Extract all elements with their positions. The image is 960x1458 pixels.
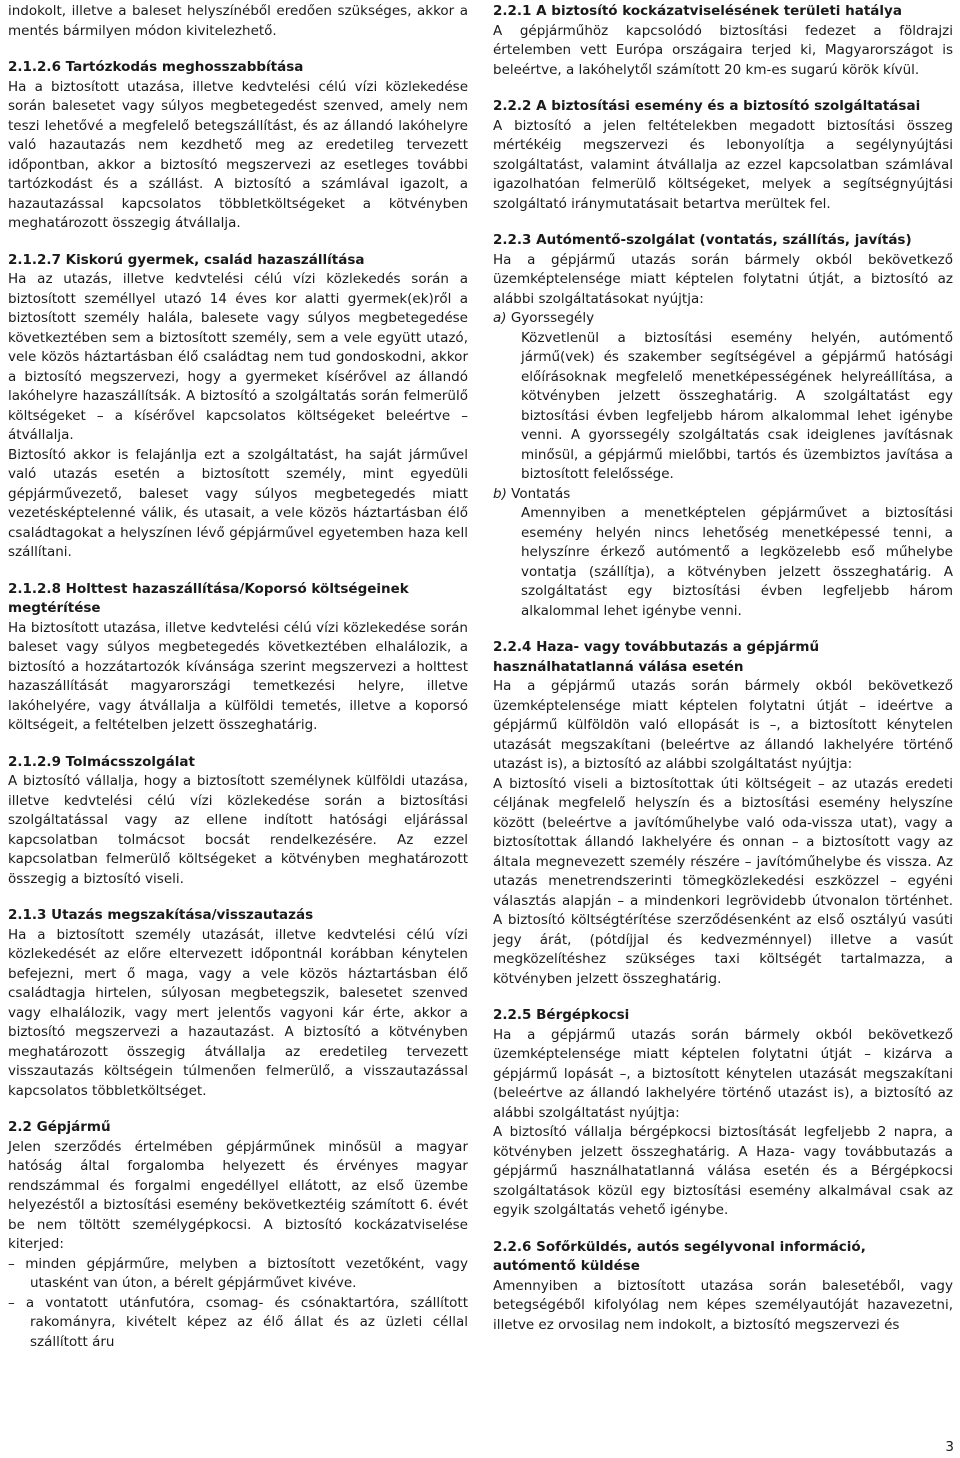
section-heading: 2.1.2.7 Kiskorú gyermek, család hazaszállítása bbox=[8, 251, 365, 268]
section-2-2-1 bbox=[493, 2, 953, 80]
section-heading: 2.2.1 A biztosító kockázatviselésének területi hatálya bbox=[493, 3, 902, 19]
paragraph: Amennyiben a menetképtelen gépjárművet a biztosítási esemény helyén nincs lehetőség menetképessé tenni, a helyszínre érkező autómentő a legközelebb eső műhelybe vontatja (szállítja), a kötvényben jelzett összeghatárig. A szolgáltatást egy biztosítási évben legfeljebb három alkalommal lehet igénybe venni. bbox=[521, 505, 953, 619]
section-heading: 2.2.5 Bérgépkocsi bbox=[493, 1007, 630, 1023]
left-column bbox=[8, 2, 468, 1352]
paragraph: A biztosító a jelen feltételekben megadott biztosítási összeg mértékéig megszervezi és lebonyolítja a segélynyújtási szolgáltatást, valamint átvállalja az ezzel kapcsolatban számlával igazolhatóan felmerülő költségeket, melyek a segítségnyújtási szolgáltató iránymutatásait betartva merültek fel. bbox=[493, 117, 953, 212]
section-heading: 2.1.2.9 Tolmácsszolgálat bbox=[8, 753, 195, 770]
section-2-2-3 bbox=[493, 231, 953, 621]
paragraph: Ha a biztosított utazása, illetve kedvtelési célú vízi közlekedése során balesetet vagy súlyos megbetegedést szenved, amely nem teszi lehetővé a megfelelő betegszállítást, és az állandó lakóhelyre való hazautazás nem kezdhető meg az eredetileg tervezett időpontban, akkor a biztosító megszervezi az esetleges további tartózkodást és a szállást. A biztosító a számlával igazolt, a hazautazással kapcsolatos többletköltségeket a kötvényben meghatározott összegig átvállalja. bbox=[8, 78, 468, 231]
list-item: – a vontatott utánfutóra, csomag- és csónaktartóra, szállított rakományra, kivételt képez az élő állat és az üzleti céllal szállított áru bbox=[8, 1294, 468, 1350]
section-2-1-2-8 bbox=[8, 580, 468, 736]
paragraph: Ha a gépjármű utazás során bármely okból bekövetkező üzemképtelensége miatt képtelen folytatni útját – ideértve a gépjármű külföldön való ellopását is –, a biztosított kénytelen utazását megszakítani (beleértve az állandó lakhelyére történő utazást is), a biztosító az alábbi szolgáltatást nyújtja: bbox=[493, 678, 953, 772]
paragraph: Ha az utazás, illetve kedvtelési célú vízi közlekedés során a biztosított személlyel utazó 14 éves kor alatti gyermek(ek)ről a biztosított személy halála, balesete vagy súlyos megbetegedése következtében sem a biztosított személy, sem a vele együtt utazó, vele közös háztartásban élő családtag nem tud gondoskodni, akkor a biztosító megszervezi, hogy a gyermeket kísérővel az állandó lakóhelyre hazaszállítsák. A biztosító a szolgáltatás során felmerülő költségeket – a kísérővel kapcsolatos költségeket beleértve – átvállalja. bbox=[8, 271, 468, 443]
section-2-2-2 bbox=[493, 97, 953, 214]
paragraph: Ha a gépjármű utazás során bármely okból bekövetkező üzemképtelensége miatt képtelen folytatni útját – kizárva a gépjármű lopását –, a biztosított kénytelen utazását megszakítani (beleértve az állandó lakhelyére történő utazást is), a biztosító az alábbi szolgáltatást nyújtja: bbox=[493, 1026, 953, 1121]
section-heading: 2.2.3 Autómentő-szolgálat (vontatás, szállítás, javítás) bbox=[493, 232, 912, 248]
section-2-1-2-9 bbox=[8, 753, 468, 890]
section-heading: 2.1.2.6 Tartózkodás meghosszabbítása bbox=[8, 59, 304, 75]
section-heading: 2.2.4 Haza- vagy továbbutazás a gépjármű használhatatlanná válása esetén bbox=[493, 639, 820, 675]
paragraph: A gépjárműhöz kapcsolódó biztosítási fedezet a földrajzi értelemben vett Európa országaira terjed ki, Magyarországot is beleértve, a lakóhelytől számított 20 km-es sugarú körök kívül. bbox=[493, 22, 953, 78]
right-column bbox=[493, 2, 953, 1335]
section-2-2-5 bbox=[493, 1006, 953, 1221]
sub-item-label: Gyorssegély bbox=[510, 310, 595, 326]
section-2-1-3 bbox=[8, 906, 468, 1101]
paragraph: A biztosító viseli a biztosítottak úti költségeit – az utazás eredeti céljának megfelelő helyszín és a biztosítási esemény helyszíne között (beleértve a javítóműhelybe való oda-vissza utat), vagy a biztosítottak állandó lakhelyére és onnan – a biztosított vagy az általa megnevezett személy részére – javítóműhelybe és vissza. Az utazás menetrendszerinti tömegközlekedési eszközzel – egyéni választás alapján – a mindenkori legrövidebb útvonalon történhet. A biztosító költségtérítése szerződésenként az első osztályú vasúti jegy árát, (pótdíjjal és kedvezménnyel) illetve a vasút megközelítéshez szükséges taxi költségét tartalmazza, a kötvényben jelzett összeghatárig. bbox=[493, 775, 953, 987]
section-2-2-4 bbox=[493, 638, 953, 989]
section-heading: 2.2.6 Sofőrküldés, autós segélyvonal információ, autómentő küldése bbox=[493, 1238, 866, 1274]
sub-item-label: Vontatás bbox=[511, 485, 571, 502]
section-heading: 2.1.3 Utazás megszakítása/visszautazás bbox=[8, 907, 314, 923]
section-heading: 2.2.2 A biztosítási esemény és a biztosító szolgáltatásai bbox=[493, 98, 921, 114]
paragraph: Jelen szerződés értelmében gépjárműnek minősül a magyar hatóság által forgalomba helyezett és érvényes magyar rendszámmal és forgalmi engedéllyel ellátott, az első üzembe helyezéstől a biztosítási esemény bekövetkeztéig számított 6. évét be nem töltött személygépkocsi. A biztosító kockázatviselése kiterjed: bbox=[8, 1138, 468, 1252]
paragraph: Ha biztosított utazása, illetve kedvtelési célú vízi közlekedése során baleset vagy súlyos megbetegedés következtében elhalálozik, a biztosító a hozzátartozók kívánsága szerint megszervezi a holttest hazaszállítását magyarországi temetkezési helyre, illetve lakóhelyére, vagy átvállalja a külföldi temetés, illetve a koporsó költségeit, a feltételben jelzett összeghatárig. bbox=[8, 619, 468, 733]
list-marker: b) bbox=[493, 485, 507, 502]
section-continuation bbox=[8, 2, 468, 41]
page-number: 3 bbox=[945, 1439, 954, 1455]
section-2-1-2-6 bbox=[8, 58, 468, 234]
paragraph: Ha a biztosított személy utazását, illetve kedvtelési célú vízi közlekedését az előre eltervezett időpontnál korábban kénytelen befejezni, mert ő maga, vagy a vele közös háztartásban élő családtagja hirtelen, súlyosan megbetegszik, balesetet szenved vagy elhalálozik, vagy mert jelentős vagyoni kár érte, akkor a biztosító megszervezi a hazautazást. A biztosító a kötvényben meghatározott összegig átvállalja az eredetileg tervezett visszautazás költségein túlmenően felmerülő, a visszautazással kapcsolatos többletköltséget. bbox=[8, 926, 468, 1099]
sub-item-a bbox=[493, 309, 953, 485]
section-2-1-2-7 bbox=[8, 251, 468, 563]
list-item: – minden gépjárműre, melyben a biztosított vezetőként, vagy utasként van úton, a bérelt gépjárművet kivéve. bbox=[8, 1255, 468, 1291]
paragraph: Amennyiben a biztosított utazása során balesetéből, vagy betegségéből kifolyólag nem képes személyautóját hazavezetni, illetve ez orvosilag nem indokolt, a biztosító megszervezi és bbox=[493, 1277, 953, 1333]
section-heading: 2.2 Gépjármű bbox=[8, 1119, 111, 1135]
section-heading: 2.1.2.8 Holttest hazaszállítása/Koporsó költségeinek megtérítése bbox=[8, 580, 409, 616]
section-2-2 bbox=[8, 1118, 468, 1352]
paragraph: indokolt, illetve a baleset helyszínéből eredően szükséges, akkor a mentés bármilyen módon kivitelezhető. bbox=[8, 3, 468, 39]
section-2-2-6 bbox=[493, 1238, 953, 1336]
paragraph: A biztosító vállalja bérgépkocsi biztosítását legfeljebb 2 napra, a kötvényben jelzett összeghatárig. A Haza- vagy továbbutazás a gépjármű használhatatlanná válása esetén és a Bérgépkocsi szolgáltatások közül egy biztosítási esemény alkalmával csak az egyik szolgáltatás vehető igénybe. bbox=[493, 1124, 953, 1218]
list-marker: a) bbox=[493, 310, 507, 326]
paragraph: A biztosító vállalja, hogy a biztosított személynek külföldi utazása, illetve kedvtelési célú vízi közlekedése során a biztosítási szolgáltatással vagy az ellene indított hatósági eljárással kapcsolatban tolmácsot bocsát rendelkezésére. Az ezzel kapcsolatban felmerülő költségeket a kötvényben meghatározott összegig a biztosító viseli. bbox=[8, 773, 468, 887]
paragraph: Közvetlenül a biztosítási esemény helyén, autómentő jármű(vek) és szakember segítségével a gépjármű hatósági előírásoknak megfelelő menetképességének helyreállítása, a kötvényben jelzett összeghatárig. A szolgáltatást egy biztosítási évben legfeljebb három alkalommal lehet igénybe venni. A gyorssegély szolgáltatás csak ideiglenes javításnak minősül, a gépjármű mielőbbi, tartós és üzembiztos javítása a biztosított felelőssége. bbox=[521, 329, 953, 482]
sub-item-b bbox=[493, 485, 953, 622]
paragraph: Ha a gépjármű utazás során bármely okból bekövetkező üzemképtelensége miatt képtelen folytatni útját, a biztosító az alábbi szolgáltatásokat nyújtja: bbox=[493, 251, 953, 307]
paragraph: Biztosító akkor is felajánlja ezt a szolgáltatást, ha saját járművel való utazás esetén a biztosított személy, mint egyedüli gépjárművezető, baleset vagy súlyos megbetegedés miatt vezetésképtelenné válik, és utasait, a vele közös háztartásban élő családtagokat a helyszínen lévő gépjárművel egyetemben haza kell szállítani. bbox=[8, 446, 468, 560]
